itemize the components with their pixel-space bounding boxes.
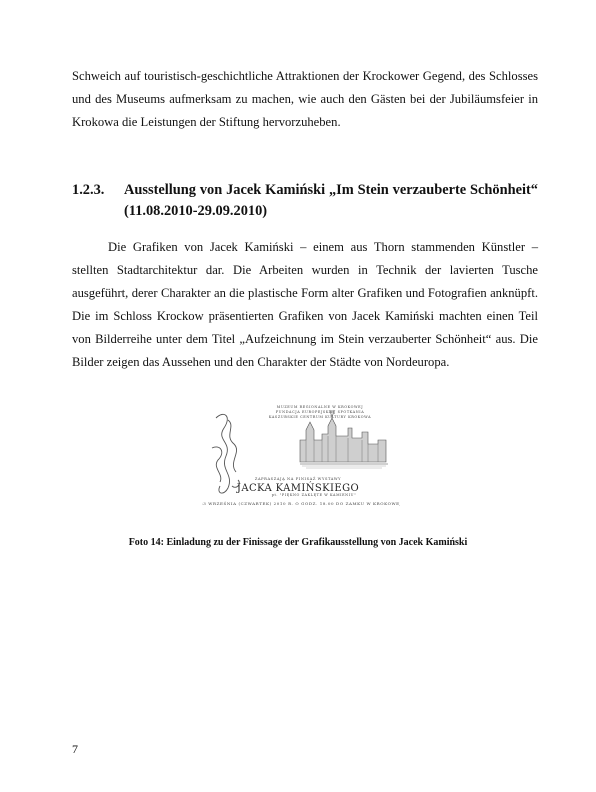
paragraph-body: Die Grafiken von Jacek Kamiński – einem aus Thorn stammenden Künstler – stellten Stadtarchitektur dar. Die Arbeiten wurden in Technik der lavierten Tusche ausgeführt, derer Charakter an die plastische Form alter Grafiken und Fotografien anknüpft. Die im Schloss Krockow präsentierten Grafiken von Jacek Kamiński machten einen Teil von Bilderreihe unter dem Titel „Aufzeichnung im Stein verzauberter Schönheit“ aus. Die Bilder zeigen das Aussehen und den Charakter der Städte von Nordeuropa. (72, 240, 538, 369)
paragraph-intro: Schweich auf touristisch-geschichtliche Attraktionen der Krockower Gegend, des Schlosses und des Museums aufmerksam zu machen, wie auch den Gästen bei der Jubiläumsfeier in Krokowa die Leistungen der Stiftung hervorzuheben. (72, 69, 538, 129)
invitation-header-1: MUZEUM REGIONALNE W KROKOWEJ (276, 405, 364, 409)
invitation-header-2: FUNDACJA EUROPEJSKIEJ SPOTKANIA (275, 410, 365, 414)
invitation-date-line: 23 WRZEŚNIA (CZWARTEK) 2010 R. O GODZ. 18.00 DO ZAMKU W KROKOWEJ (202, 501, 400, 506)
invitation-image (202, 400, 400, 512)
invitation-subtitle: pt. "PIĘKNO ZAKLĘTE W KAMIENIU" (271, 493, 357, 497)
page-number: 7 (72, 742, 78, 756)
section-number: 1.2.3. (72, 182, 105, 198)
invitation-artist: JACKA KAMIŃSKIEGO (236, 483, 360, 494)
section-title: Ausstellung von Jacek Kamiński „Im Stein verzauberte Schönheit“ (11.08.2010-29.09.2010) (124, 182, 538, 219)
invitation-invite-line: ZAPRASZAJĄ NA FINISAŻ WYSTAWY (254, 477, 342, 481)
section-heading (72, 180, 538, 222)
invitation-header-3: KASZUBSKIE CENTRUM KULTURY KROKOWA (268, 415, 372, 419)
figure-caption: Foto 14: Einladung zu der Finissage der Grafikausstellung von Jacek Kamiński (128, 537, 468, 548)
